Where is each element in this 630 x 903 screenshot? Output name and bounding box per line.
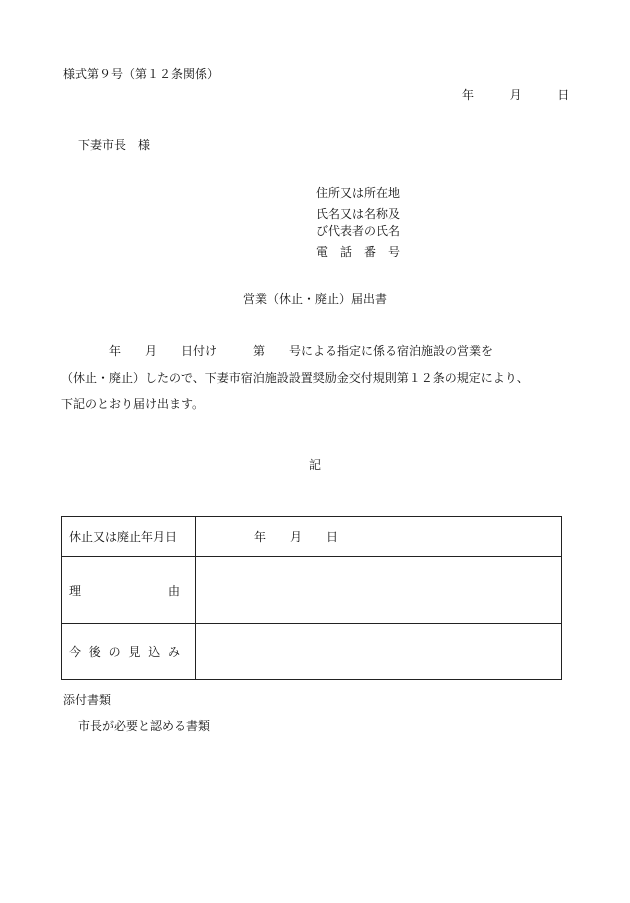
applicant-phone-label: 電 話 番 号 (316, 245, 401, 259)
applicant-address-label: 住所又は所在地 (316, 186, 401, 200)
reason-value (196, 557, 562, 624)
outlook-value (196, 624, 562, 680)
outlook-label-char: 見 (128, 645, 141, 659)
reason-label (62, 557, 196, 624)
outlook-label-char: 今 (69, 645, 82, 659)
outlook-label-char: 後 (88, 645, 101, 659)
form-number: 様式第９号（第１２条関係） (63, 67, 220, 81)
reason-label-char: 由 (167, 583, 180, 598)
suspension-date-label: 休止又は廃止年月日 (62, 517, 196, 557)
outlook-label-char: 込 (148, 645, 161, 659)
table-row-reason (62, 557, 562, 624)
addressee: 下妻市長 様 (78, 138, 151, 152)
outlook-label-char: の (108, 645, 121, 659)
body-text-line-3: 下記のとおり届け出ます。 (61, 397, 205, 411)
date-day-label: 日 (557, 88, 570, 102)
date-year-label: 年 (462, 88, 475, 102)
outlook-label (62, 624, 196, 680)
applicant-name-label-line2: び代表者の氏名 (316, 224, 401, 238)
document-title: 営業（休止・廃止）届出書 (242, 292, 387, 306)
date-line (462, 89, 569, 101)
suspension-date-value: 年 月 日 (196, 517, 562, 557)
outlook-label-char: み (167, 645, 180, 659)
attachments-heading: 添付書類 (63, 693, 112, 707)
body-text-line-2: （休止・廃止）したので、下妻市宿泊施設設置奨励金交付規則第１２条の規定により、 (61, 371, 529, 385)
record-table (61, 516, 562, 680)
ki-heading: 記 (308, 458, 321, 472)
applicant-name-label-line1: 氏名又は名称及 (316, 207, 401, 221)
body-text-line-1: 年 月 日付け 第 号による指定に係る宿泊施設の営業を (61, 344, 494, 358)
table-row-suspension-date (62, 517, 562, 557)
reason-label-char: 理 (69, 583, 82, 598)
attachments-item: 市長が必要と認める書類 (78, 719, 211, 733)
table-row-outlook (62, 624, 562, 680)
date-month-label: 月 (509, 88, 522, 102)
